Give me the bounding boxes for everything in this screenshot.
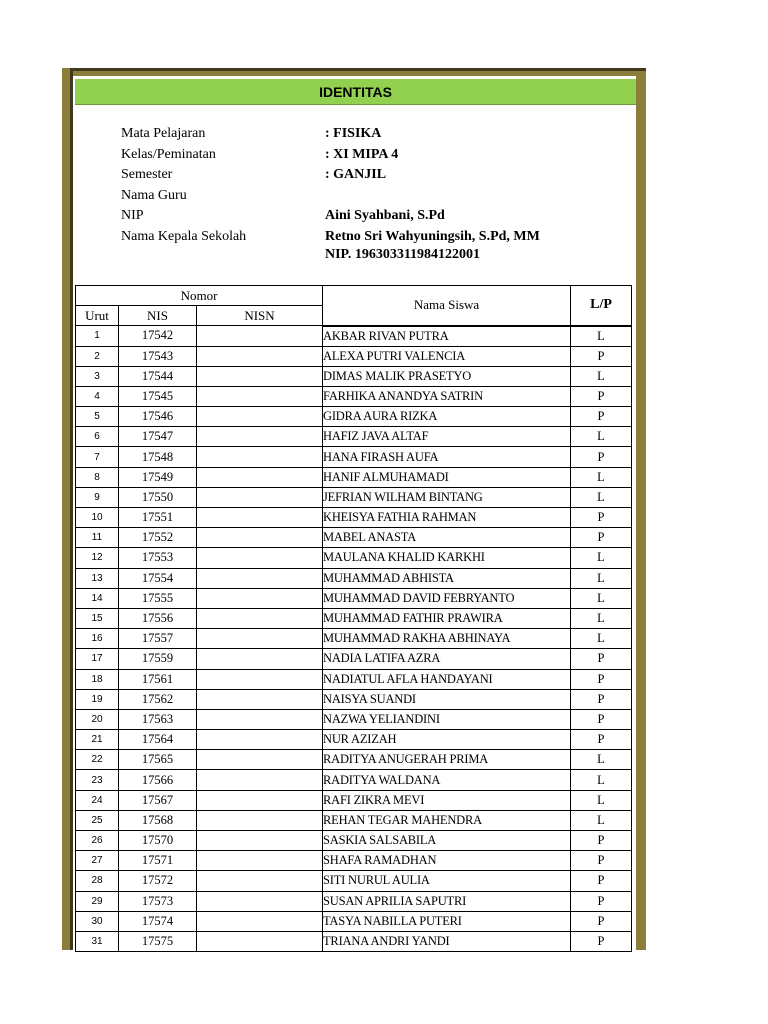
principal-nip: NIP. 196303311984122001 [325, 247, 481, 262]
cell-nama-siswa: MUHAMMAD RAKHA ABHINAYA [323, 629, 571, 649]
cell-urut: 5 [76, 407, 119, 427]
cell-nisn [197, 386, 323, 406]
cell-nis: 17575 [119, 931, 197, 951]
table-row [76, 871, 632, 891]
table-row [76, 528, 632, 548]
identitas-title: IDENTITAS [75, 79, 636, 105]
cell-urut: 15 [76, 608, 119, 628]
cell-nis: 17549 [119, 467, 197, 487]
cell-nisn [197, 447, 323, 467]
cell-nis: 17574 [119, 911, 197, 931]
table-row [76, 407, 632, 427]
cell-nama-siswa: HAFIZ JAVA ALTAF [323, 427, 571, 447]
cell-nama-siswa: NUR AZIZAH [323, 730, 571, 750]
cell-lp: L [571, 467, 632, 487]
cell-nis: 17571 [119, 851, 197, 871]
cell-urut: 17 [76, 649, 119, 669]
table-row [76, 487, 632, 507]
cell-nisn [197, 629, 323, 649]
cell-nisn [197, 831, 323, 851]
cell-nis: 17567 [119, 790, 197, 810]
cell-nisn [197, 891, 323, 911]
cell-nisn [197, 750, 323, 770]
table-row [76, 568, 632, 588]
cell-urut: 23 [76, 770, 119, 790]
cell-nama-siswa: JEFRIAN WILHAM BINTANG [323, 487, 571, 507]
table-row [76, 467, 632, 487]
cell-nama-siswa: NADIATUL AFLA HANDAYANI [323, 669, 571, 689]
cell-urut: 18 [76, 669, 119, 689]
cell-nis: 17551 [119, 508, 197, 528]
cell-nama-siswa: RAFI ZIKRA MEVI [323, 790, 571, 810]
cell-lp: L [571, 427, 632, 447]
identity-value: Aini Syahbani, S.Pd [325, 208, 445, 223]
cell-nisn [197, 366, 323, 386]
cell-nisn [197, 467, 323, 487]
cell-nisn [197, 649, 323, 669]
cell-urut: 25 [76, 810, 119, 830]
table-row [76, 709, 632, 729]
cell-lp: P [571, 871, 632, 891]
cell-lp: L [571, 366, 632, 386]
cell-urut: 30 [76, 911, 119, 931]
cell-nisn [197, 508, 323, 528]
cell-nis: 17565 [119, 750, 197, 770]
cell-lp: L [571, 770, 632, 790]
cell-urut: 31 [76, 931, 119, 951]
cell-urut: 10 [76, 508, 119, 528]
table-row [76, 386, 632, 406]
identity-value: : GANJIL [325, 167, 387, 182]
table-row [76, 326, 632, 347]
cell-urut: 29 [76, 891, 119, 911]
cell-urut: 22 [76, 750, 119, 770]
cell-urut: 14 [76, 588, 119, 608]
cell-nis: 17548 [119, 447, 197, 467]
cell-lp: L [571, 326, 632, 347]
cell-lp: L [571, 750, 632, 770]
cell-urut: 28 [76, 871, 119, 891]
cell-nama-siswa: TASYA NABILLA PUTERI [323, 911, 571, 931]
identity-value: Retno Sri Wahyuningsih, S.Pd, MM [325, 228, 540, 244]
identity-row [121, 206, 540, 227]
cell-lp: L [571, 790, 632, 810]
cell-nisn [197, 407, 323, 427]
identity-row [121, 124, 540, 145]
cell-nis: 17554 [119, 568, 197, 588]
table-row [76, 730, 632, 750]
cell-lp: L [571, 548, 632, 568]
cell-nis: 17563 [119, 709, 197, 729]
cell-nama-siswa: TRIANA ANDRI YANDI [323, 931, 571, 951]
cell-nama-siswa: HANA FIRASH AUFA [323, 447, 571, 467]
table-row [76, 447, 632, 467]
table-row [76, 770, 632, 790]
cell-urut: 6 [76, 427, 119, 447]
cell-nisn [197, 871, 323, 891]
cell-nama-siswa: DIMAS MALIK PRASETYO [323, 366, 571, 386]
frame-top-border [70, 68, 646, 71]
cell-nama-siswa: KHEISYA FATHIA RAHMAN [323, 508, 571, 528]
cell-urut: 27 [76, 851, 119, 871]
table-row [76, 689, 632, 709]
cell-nama-siswa: SHAFA RAMADHAN [323, 851, 571, 871]
cell-urut: 19 [76, 689, 119, 709]
header-lp: L/P [571, 286, 632, 326]
identity-label: Nama Guru [121, 187, 187, 203]
cell-nis: 17547 [119, 427, 197, 447]
header-nisn: NISN [197, 306, 323, 326]
identity-label: Mata Pelajaran [121, 126, 206, 141]
table-row [76, 851, 632, 871]
cell-nama-siswa: NAZWA YELIANDINI [323, 709, 571, 729]
cell-urut: 24 [76, 790, 119, 810]
cell-lp: L [571, 487, 632, 507]
cell-nis: 17557 [119, 629, 197, 649]
cell-nis: 17573 [119, 891, 197, 911]
identity-row [121, 145, 540, 166]
table-row [76, 911, 632, 931]
header-nis: NIS [119, 306, 197, 326]
table-row [76, 508, 632, 528]
cell-nama-siswa: NAISYA SUANDI [323, 689, 571, 709]
table-row [76, 831, 632, 851]
cell-nisn [197, 810, 323, 830]
identity-row [121, 165, 540, 186]
cell-lp: P [571, 649, 632, 669]
cell-urut: 11 [76, 528, 119, 548]
cell-nis: 17545 [119, 386, 197, 406]
cell-nis: 17546 [119, 407, 197, 427]
cell-nis: 17543 [119, 346, 197, 366]
cell-nis: 17572 [119, 871, 197, 891]
table-row [76, 891, 632, 911]
cell-nis: 17570 [119, 831, 197, 851]
identity-label: Semester [121, 167, 173, 182]
cell-urut: 16 [76, 629, 119, 649]
cell-nis: 17552 [119, 528, 197, 548]
cell-nama-siswa: MUHAMMAD ABHISTA [323, 568, 571, 588]
header-nama-siswa: Nama Siswa [323, 286, 571, 326]
cell-nama-siswa: REHAN TEGAR MAHENDRA [323, 810, 571, 830]
cell-lp: L [571, 588, 632, 608]
table-row [76, 649, 632, 669]
cell-lp: P [571, 447, 632, 467]
cell-lp: P [571, 730, 632, 750]
cell-nisn [197, 851, 323, 871]
student-table [75, 285, 632, 952]
cell-nis: 17544 [119, 366, 197, 386]
cell-nis: 17568 [119, 810, 197, 830]
cell-lp: P [571, 407, 632, 427]
identity-block [121, 124, 540, 247]
cell-urut: 4 [76, 386, 119, 406]
cell-urut: 7 [76, 447, 119, 467]
identity-row [121, 186, 540, 207]
cell-lp: P [571, 911, 632, 931]
identity-label: Nama Kepala Sekolah [121, 228, 247, 244]
cell-lp: P [571, 528, 632, 548]
cell-urut: 1 [76, 326, 119, 347]
table-row [76, 931, 632, 951]
table-row [76, 810, 632, 830]
cell-lp: L [571, 810, 632, 830]
cell-nisn [197, 568, 323, 588]
cell-lp: L [571, 629, 632, 649]
cell-nisn [197, 931, 323, 951]
cell-nama-siswa: MUHAMMAD FATHIR PRAWIRA [323, 608, 571, 628]
cell-nis: 17559 [119, 649, 197, 669]
cell-nis: 17556 [119, 608, 197, 628]
cell-nisn [197, 669, 323, 689]
cell-nis: 17555 [119, 588, 197, 608]
cell-lp: L [571, 568, 632, 588]
cell-nama-siswa: AKBAR RIVAN PUTRA [323, 326, 571, 347]
identity-label: Kelas/Peminatan [121, 146, 216, 162]
cell-nisn [197, 709, 323, 729]
table-row [76, 588, 632, 608]
cell-lp: P [571, 386, 632, 406]
cell-nis: 17564 [119, 730, 197, 750]
cell-lp: P [571, 851, 632, 871]
cell-nama-siswa: RADITYA ANUGERAH PRIMA [323, 750, 571, 770]
cell-nis: 17562 [119, 689, 197, 709]
cell-nama-siswa: SASKIA SALSABILA [323, 831, 571, 851]
cell-nama-siswa: FARHIKA ANANDYA SATRIN [323, 386, 571, 406]
cell-nama-siswa: HANIF ALMUHAMADI [323, 467, 571, 487]
cell-nama-siswa: RADITYA WALDANA [323, 770, 571, 790]
cell-nisn [197, 911, 323, 931]
cell-lp: P [571, 891, 632, 911]
table-row [76, 608, 632, 628]
cell-nisn [197, 487, 323, 507]
cell-lp: P [571, 669, 632, 689]
cell-nisn [197, 346, 323, 366]
table-row [76, 346, 632, 366]
table-row [76, 548, 632, 568]
cell-nisn [197, 730, 323, 750]
cell-lp: P [571, 931, 632, 951]
table-row [76, 629, 632, 649]
identity-row [121, 227, 540, 248]
header-nomor: Nomor [76, 286, 323, 306]
cell-nisn [197, 326, 323, 347]
table-row [76, 750, 632, 770]
identity-value: : FISIKA [325, 126, 382, 141]
cell-nis: 17550 [119, 487, 197, 507]
cell-lp: P [571, 508, 632, 528]
cell-nis: 17561 [119, 669, 197, 689]
cell-nisn [197, 689, 323, 709]
cell-nama-siswa: MAULANA KHALID KARKHI [323, 548, 571, 568]
cell-nis: 17566 [119, 770, 197, 790]
cell-nama-siswa: NADIA LATIFA AZRA [323, 649, 571, 669]
cell-lp: P [571, 346, 632, 366]
table-row [76, 366, 632, 386]
cell-nama-siswa: SITI NURUL AULIA [323, 871, 571, 891]
cell-urut: 3 [76, 366, 119, 386]
table-row [76, 669, 632, 689]
cell-nis: 17553 [119, 548, 197, 568]
cell-nama-siswa: MABEL ANASTA [323, 528, 571, 548]
cell-nis: 17542 [119, 326, 197, 347]
identity-value: : XI MIPA 4 [325, 146, 399, 162]
cell-nama-siswa: SUSAN APRILIA SAPUTRI [323, 891, 571, 911]
table-row [76, 790, 632, 810]
cell-nisn [197, 427, 323, 447]
cell-lp: P [571, 831, 632, 851]
cell-urut: 21 [76, 730, 119, 750]
cell-nisn [197, 608, 323, 628]
cell-nisn [197, 528, 323, 548]
cell-lp: P [571, 709, 632, 729]
cell-nama-siswa: ALEXA PUTRI VALENCIA [323, 346, 571, 366]
header-urut: Urut [76, 306, 119, 326]
table-row [76, 427, 632, 447]
cell-nisn [197, 548, 323, 568]
cell-nisn [197, 588, 323, 608]
cell-nisn [197, 790, 323, 810]
cell-urut: 20 [76, 709, 119, 729]
cell-nama-siswa: MUHAMMAD DAVID FEBRYANTO [323, 588, 571, 608]
cell-nisn [197, 770, 323, 790]
cell-lp: L [571, 608, 632, 628]
cell-urut: 13 [76, 568, 119, 588]
cell-urut: 2 [76, 346, 119, 366]
cell-urut: 9 [76, 487, 119, 507]
identity-label: NIP [121, 208, 144, 223]
cell-urut: 8 [76, 467, 119, 487]
cell-urut: 26 [76, 831, 119, 851]
cell-nama-siswa: GIDRA AURA RIZKA [323, 407, 571, 427]
cell-lp: P [571, 689, 632, 709]
cell-urut: 12 [76, 548, 119, 568]
